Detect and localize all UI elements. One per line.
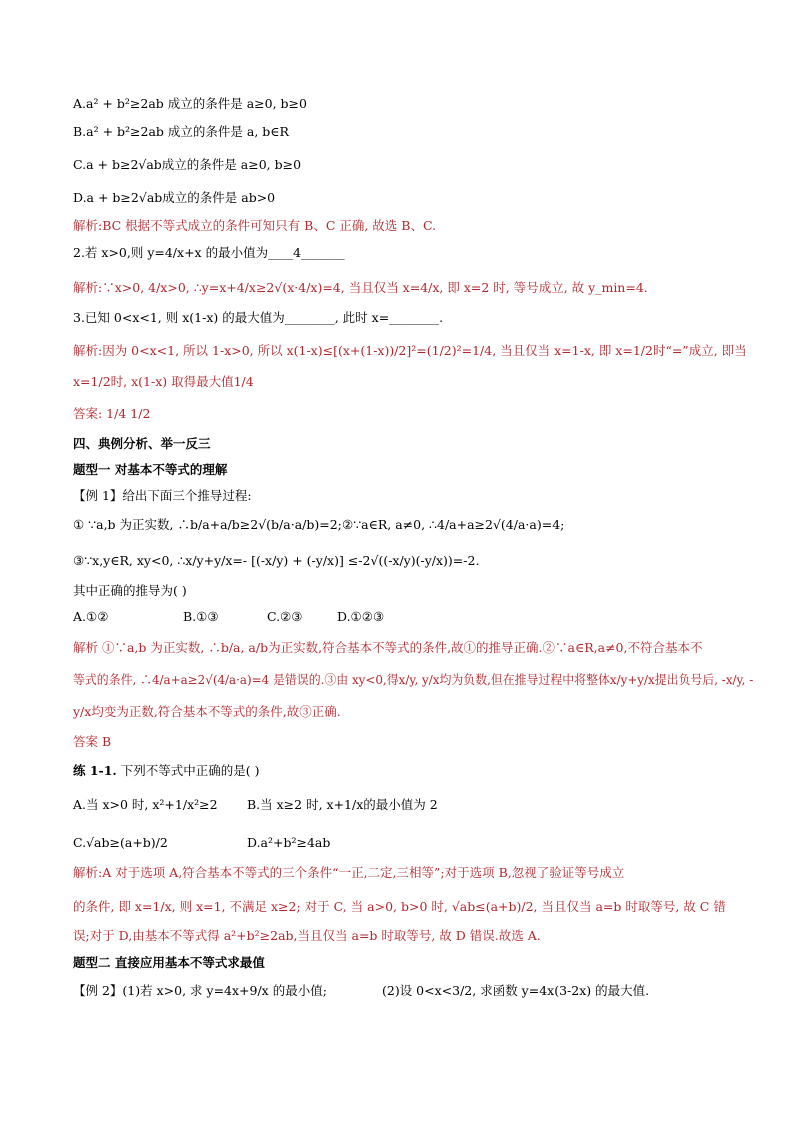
section-title: 四、典例分析、举一反三 xyxy=(73,436,211,451)
type2-title: 题型二 直接应用基本不等式求最值 xyxy=(73,955,265,970)
example1-derivation-3: ③∵x,y∈R, xy<0, ∴x/y+y/x=- [(-x/y) + (-y/x)] ≤-2√((-x/y)(-y/x))=-2. xyxy=(73,553,480,568)
example1-options xyxy=(73,609,384,625)
example1-option-d: D.①②③ xyxy=(337,609,385,624)
practice1-option-b: B.当 x≥2 时, x+1/x的最小值为 2 xyxy=(247,797,438,812)
analysis-q1: 解析:BC 根据不等式成立的条件可知只有 B、C 正确, 故选 B、C. xyxy=(73,218,437,233)
practice1-option-d: D.a²+b²≥4ab xyxy=(247,835,331,850)
example1-option-a: A.①② xyxy=(73,609,109,624)
option-c: C.a + b≥2√ab成立的条件是 a≥0, b≥0 xyxy=(73,157,302,172)
practice1-option-c: C.√ab≥(a+b)/2 xyxy=(73,835,168,850)
example1-derivation-2: ②∵a∈R, a≠0, ∴4/a+a≥2√(4/a·a)=4; xyxy=(342,517,565,532)
option-d: D.a + b≥2√ab成立的条件是 ab>0 xyxy=(73,190,276,205)
practice1-option-a: A.当 x>0 时, x²+1/x²≥2 xyxy=(73,797,218,812)
practice1-title: 练 1-1. xyxy=(73,763,117,778)
type1-title: 题型一 对基本不等式的理解 xyxy=(73,462,228,477)
option-a: A.a² + b²≥2ab 成立的条件是 a≥0, b≥0 xyxy=(73,96,307,111)
example1-intro: 【例 1】给出下面三个推导过程: xyxy=(73,488,252,503)
example1-question: 其中正确的推导为( ) xyxy=(73,583,187,598)
analysis-q3-line1: 解析:因为 0<x<1, 所以 1-x>0, 所以 x(1-x)≤[(x+(1-x))/2]²=(1/2)²=1/4, 当且仅当 x=1-x, 即 x=1/2时“=”成立, 即当 xyxy=(73,343,747,358)
example1-analysis-line2: 等式的条件, ∴4/a+a≥2√(4/a·a)=4 是错误的.③由 xy<0,得x/y, y/x均为负数,但在推导过程中将整体x/y+y/x提出负号后, -x/y, - xyxy=(73,672,754,687)
practice1-heading xyxy=(73,763,260,779)
analysis-q3-line2: x=1/2时, x(1-x) 取得最大值1/4 xyxy=(73,374,254,389)
example1-analysis-line1: 解析 ①∵a,b 为正实数, ∴b/a, a/b为正实数,符合基本不等式的条件,故①的推导正确.②∵a∈R,a≠0,不符合基本不 xyxy=(73,640,703,655)
question-3: 3.已知 0<x<1, 则 x(1-x) 的最大值为________, 此时 x=________. xyxy=(73,310,444,325)
practice1-analysis-line1: 解析:A 对于选项 A,符合基本不等式的三个条件“一正,二定,三相等”;对于选项 B,忽视了验证等号成立 xyxy=(73,865,625,880)
example1-derivation-1: ① ∵a,b 为正实数, ∴b/a+a/b≥2√(b/a·a/b)=2; xyxy=(73,517,342,532)
example1-option-c: C.②③ xyxy=(267,609,303,624)
option-b: B.a² + b²≥2ab 成立的条件是 a, b∈R xyxy=(73,124,289,139)
example2-part1: 【例 2】(1)若 x>0, 求 y=4x+9/x 的最小值; xyxy=(73,983,327,998)
practice1-text: 下列不等式中正确的是( ) xyxy=(120,763,260,778)
answer-q3: 答案: 1/4 1/2 xyxy=(73,406,151,421)
example1-answer: 答案 B xyxy=(73,734,112,749)
example2-part2: (2)设 0<x<3/2, 求函数 y=4x(3-2x) 的最大值. xyxy=(382,983,650,998)
practice1-analysis-line3: 误;对于 D,由基本不等式得 a²+b²≥2ab,当且仅当 a=b 时取等号, 故 D 错误.故选 A. xyxy=(73,928,541,943)
question-2: 2.若 x>0,则 y=4/x+x 的最小值为____4_______ xyxy=(73,245,345,260)
analysis-q2: 解析:∵x>0, 4/x>0, ∴y=x+4/x≥2√(x·4/x)=4, 当且仅当 x=4/x, 即 x=2 时, 等号成立, 故 y_min=4. xyxy=(73,280,648,295)
example1-option-b: B.①③ xyxy=(183,609,219,624)
example1-analysis-line3: y/x均变为正数,符合基本不等式的条件,故③正确. xyxy=(73,704,341,719)
practice1-analysis-line2: 的条件, 即 x=1/x, 则 x=1, 不满足 x≥2; 对于 C, 当 a>0, b>0 时, √ab≤(a+b)/2, 当且仅当 a=b 时取等号, 故 C 错 xyxy=(73,899,726,914)
